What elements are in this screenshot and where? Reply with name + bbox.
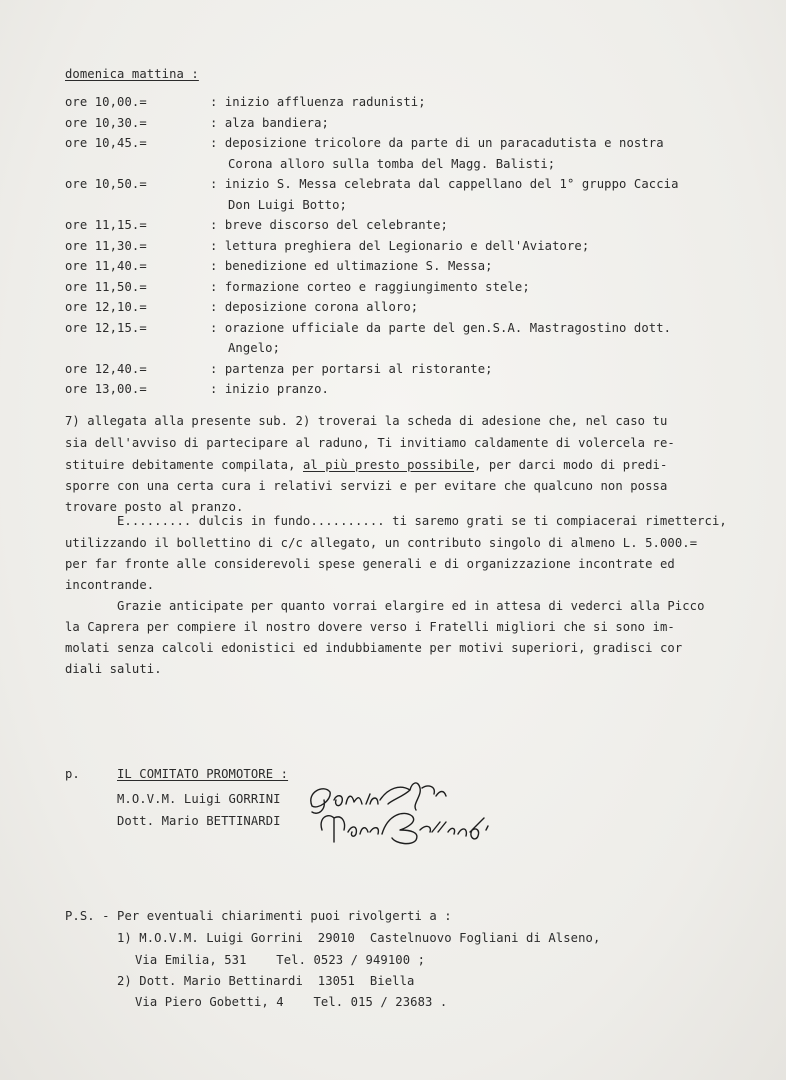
schedule-time: ore 11,15.= xyxy=(65,218,147,232)
ps-contact-1-line-2: Via Emilia, 531 Tel. 0523 / 949100 ; xyxy=(135,953,426,967)
para3-line-3: molati senza calcoli edonistici ed indubbiamente per motivi superiori, gradisci cor xyxy=(65,641,683,655)
signatory-2: Dott. Mario BETTINARDI xyxy=(117,814,281,828)
ps-contact-1-line-1: 1) M.O.V.M. Luigi Gorrini 29010 Castelnuovo Fogliani di Alseno, xyxy=(117,931,601,945)
schedule-time: ore 10,00.= xyxy=(65,95,147,109)
schedule-description: Angelo; xyxy=(228,341,281,355)
schedule-description: : deposizione tricolore da parte di un paracadutista e nostra xyxy=(210,136,664,150)
schedule-time: ore 13,00.= xyxy=(65,382,147,396)
schedule-time: ore 10,50.= xyxy=(65,177,147,191)
para1-text: stituire debitamente compilata, xyxy=(65,458,303,472)
schedule-time: ore 10,45.= xyxy=(65,136,147,150)
schedule-description: Corona alloro sulla tomba del Magg. Balisti; xyxy=(228,156,556,171)
handwritten-signatures xyxy=(300,770,500,870)
schedule-description: : inizio S. Messa celebrata dal cappellano del 1° gruppo Caccia xyxy=(210,177,679,191)
para2-line-3: per far fronte alle considerevoli spese generali e di organizzazione incontrate ed xyxy=(65,557,675,571)
section-heading: domenica mattina : xyxy=(65,67,199,81)
committee-heading: IL COMITATO PROMOTORE : xyxy=(117,767,289,781)
schedule-time: ore 11,50.= xyxy=(65,279,147,294)
schedule-description: : orazione ufficiale da parte del gen.S.A. Mastragostino dott. xyxy=(210,320,672,335)
ps-contact-2-line-1: 2) Dott. Mario Bettinardi 13051 Biella xyxy=(117,974,415,988)
para1-line-2: sia dell'avviso di partecipare al raduno, Ti invitiamo caldamente di volercela re- xyxy=(65,436,675,450)
para1-line-4: sporre con una certa cura i relativi servizi e per evitare che qualcuno non possa xyxy=(65,479,668,493)
schedule-time: ore 12,10.= xyxy=(65,300,147,314)
schedule-time: ore 11,30.= xyxy=(65,238,147,253)
schedule-description: : inizio pranzo. xyxy=(210,382,329,396)
schedule-time: ore 10,30.= xyxy=(65,115,147,130)
schedule-description: : inizio affluenza radunisti; xyxy=(210,95,426,109)
ps-intro: P.S. - Per eventuali chiarimenti puoi rivolgerti a : xyxy=(65,909,452,923)
schedule-time: ore 12,40.= xyxy=(65,361,147,376)
para1-line-3 xyxy=(65,458,667,473)
schedule-description: : formazione corteo e raggiungimento stele; xyxy=(210,279,530,294)
ps-contact-2-line-2: Via Piero Gobetti, 4 Tel. 015 / 23683 . xyxy=(135,995,448,1009)
para3-line-4: diali saluti. xyxy=(65,662,162,676)
schedule-description: : alza bandiera; xyxy=(210,115,329,130)
para2-line-2: utilizzando il bollettino di c/c allegato, un contributo singolo di almeno L. 5.000.= xyxy=(65,536,698,550)
signatory-1: M.O.V.M. Luigi GORRINI xyxy=(117,792,281,806)
para1-line-5: trovare posto al pranzo. xyxy=(65,500,244,514)
para1-text-end: , per darci modo di predi- xyxy=(474,458,668,472)
schedule-description: Don Luigi Botto; xyxy=(228,197,347,212)
schedule-description: : lettura preghiera del Legionario e dell'Aviatore; xyxy=(210,238,590,253)
schedule-description: : deposizione corona alloro; xyxy=(210,300,419,314)
para2-line-1: E......... dulcis in fundo.......... ti saremo grati se ti compiacerai rimetterci, xyxy=(117,514,727,528)
schedule-time: ore 12,15.= xyxy=(65,320,147,335)
para2-line-4: incontrande. xyxy=(65,578,155,592)
para1-line-1: 7) allegata alla presente sub. 2) troverai la scheda di adesione che, nel caso tu xyxy=(65,414,668,428)
para1-underlined-text: al più presto possibile xyxy=(303,458,475,472)
schedule-time: ore 11,40.= xyxy=(65,259,147,273)
signoff-p: p. xyxy=(65,767,80,781)
schedule-description: : partenza per portarsi al ristorante; xyxy=(210,361,493,376)
schedule-description: : benedizione ed ultimazione S. Messa; xyxy=(210,259,493,273)
schedule-description: : breve discorso del celebrante; xyxy=(210,218,448,232)
para3-line-2: la Caprera per compiere il nostro dovere verso i Fratelli migliori che si sono im- xyxy=(65,620,675,634)
para3-line-1: Grazie anticipate per quanto vorrai elargire ed in attesa di vederci alla Picco xyxy=(117,599,705,613)
